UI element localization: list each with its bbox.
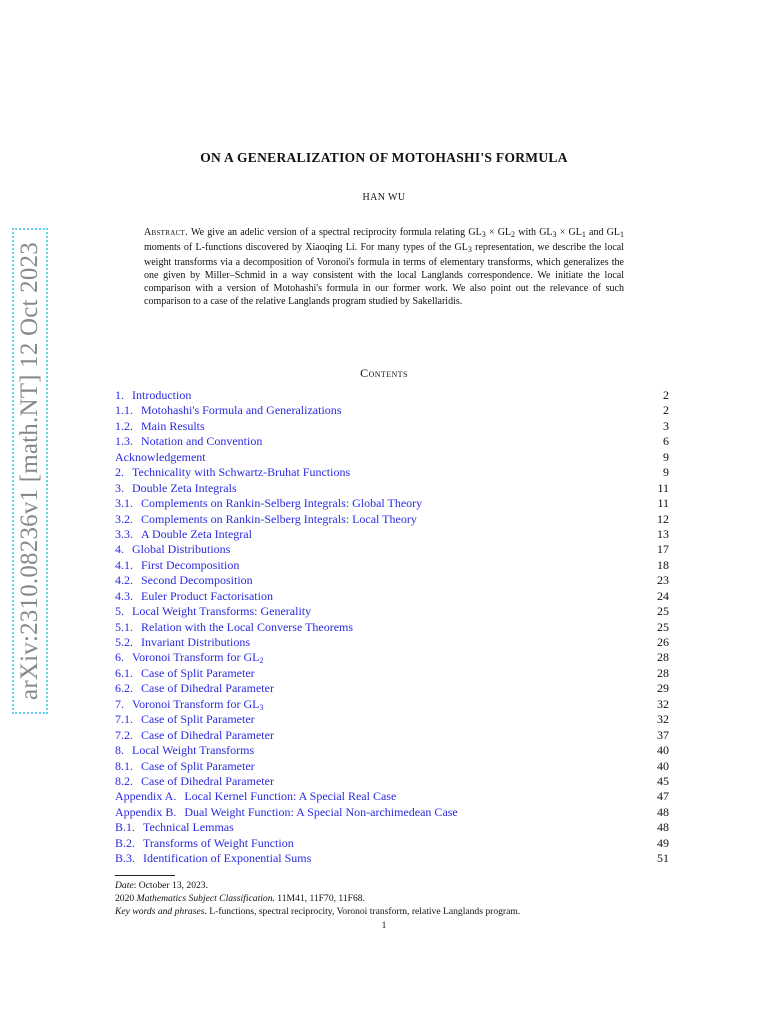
toc-link[interactable] [115, 743, 254, 758]
toc-entry[interactable] [115, 774, 669, 789]
toc-link[interactable] [115, 666, 255, 681]
toc-section-number: Appendix B. [115, 804, 177, 819]
toc-section-title: Transforms of Weight Function [143, 835, 294, 850]
toc-section-title: Introduction [132, 388, 192, 402]
footnote-rule [115, 875, 175, 876]
toc-link[interactable] [115, 388, 191, 403]
toc-section-number: Appendix A. [115, 789, 177, 804]
toc-page-number: 24 [657, 588, 669, 603]
toc-page-number: 28 [657, 665, 669, 680]
toc-link[interactable] [115, 450, 206, 465]
toc-link[interactable] [115, 434, 262, 449]
toc-section-number: 7.1. [115, 712, 133, 727]
toc-link[interactable] [115, 697, 263, 712]
toc-page-number: 11 [657, 496, 669, 511]
toc-link[interactable] [115, 496, 422, 511]
toc-entry[interactable] [115, 666, 669, 681]
toc-section-number: 5.2. [115, 635, 133, 649]
toc-section-number: 7.2. [115, 727, 133, 742]
toc-page-number: 25 [657, 619, 669, 634]
toc-link[interactable] [115, 836, 294, 851]
toc-entry[interactable] [115, 512, 669, 527]
toc-section-number: 4.3. [115, 588, 133, 603]
toc-link[interactable] [115, 681, 274, 696]
toc-section-number: 5.1. [115, 619, 133, 634]
toc-link[interactable] [115, 573, 253, 588]
toc-link[interactable] [115, 620, 353, 635]
toc-entry[interactable] [115, 712, 669, 727]
toc-section-number: B.2. [115, 835, 136, 850]
toc-section-title: Voronoi Transform for GL [132, 650, 260, 665]
toc-section-title: Main Results [141, 418, 205, 433]
toc-page-number: 25 [657, 604, 669, 619]
toc-page-number: 49 [657, 835, 669, 850]
toc-entry[interactable] [115, 851, 669, 866]
toc-link[interactable] [115, 805, 458, 820]
toc-entry[interactable] [115, 620, 669, 635]
toc-entry[interactable] [115, 743, 669, 758]
toc-link[interactable] [115, 774, 274, 789]
toc-link[interactable] [115, 635, 250, 650]
toc-link[interactable] [115, 789, 396, 804]
toc-section-number: 8.1. [115, 758, 133, 773]
toc-page-number: 28 [657, 650, 669, 665]
toc-entry[interactable] [115, 789, 669, 804]
toc-entry[interactable] [115, 558, 669, 573]
page-number: 1 [381, 921, 387, 931]
toc-section-number: 8. [115, 743, 124, 758]
toc-link[interactable] [115, 712, 255, 727]
toc-section-title: Case of Split Parameter [141, 712, 255, 727]
toc-section-number: 6.2. [115, 681, 133, 696]
toc-section-number: B.1. [115, 820, 136, 835]
toc-link[interactable] [115, 728, 274, 743]
toc-page-number: 29 [657, 681, 669, 696]
toc-link[interactable] [115, 481, 237, 496]
toc-section-title: Case of Dihedral Parameter [141, 773, 274, 788]
toc-section-title: Motohashi's Formula and Generalizations [141, 403, 342, 418]
toc-section-title: Dual Weight Function: A Special Non-archimedean Case [184, 804, 458, 819]
toc-page-number: 6 [663, 434, 669, 449]
toc-entry[interactable] [115, 635, 669, 650]
table-of-contents [115, 388, 669, 867]
toc-entry[interactable] [115, 481, 669, 496]
toc-link[interactable] [115, 759, 255, 774]
toc-link[interactable] [115, 820, 234, 835]
toc-section-number: 3.2. [115, 511, 133, 526]
toc-page-number: 13 [657, 526, 669, 541]
toc-section-number: 4.2. [115, 573, 133, 588]
toc-section-title: Invariant Distributions [141, 635, 250, 649]
toc-section-title: Complements on Rankin-Selberg Integrals: Local Theory [141, 511, 417, 526]
toc-section-number: B.3. [115, 851, 136, 866]
toc-section-title: Double Zeta Integrals [132, 480, 237, 495]
toc-page-number: 47 [657, 789, 669, 804]
arxiv-identifier-text: arXiv:2310.08236v1 [math.NT] 12 Oct 2023 [16, 242, 43, 700]
toc-section-title: Notation and Convention [141, 434, 263, 449]
toc-page-number: 9 [663, 449, 669, 464]
toc-entry[interactable] [115, 465, 669, 480]
toc-page-number: 18 [657, 557, 669, 572]
arxiv-identifier-stamp[interactable] [12, 228, 48, 714]
toc-page-number: 17 [657, 542, 669, 557]
toc-section-number: 6. [115, 650, 124, 665]
toc-entry[interactable] [115, 573, 669, 588]
paper-title: ON A GENERALIZATION OF MOTOHASHI'S FORMULA [200, 150, 568, 165]
toc-section-title: Local Kernel Function: A Special Real Case [184, 789, 397, 804]
toc-page-number: 51 [657, 851, 669, 866]
toc-section-title: Complements on Rankin-Selberg Integrals: Global Theory [141, 496, 423, 511]
toc-section-number: 1.2. [115, 418, 133, 433]
toc-link[interactable] [115, 465, 350, 480]
toc-section-title: Technicality with Schwartz-Bruhat Functions [132, 465, 351, 480]
toc-link[interactable] [115, 403, 341, 418]
toc-link[interactable] [115, 542, 230, 557]
abstract-text-2: with GL [515, 227, 553, 238]
toc-section-number: 1.3. [115, 434, 133, 449]
toc-page-number: 48 [657, 804, 669, 819]
toc-page-number: 2 [663, 403, 669, 418]
toc-entry[interactable] [115, 650, 669, 665]
toc-entry[interactable] [115, 419, 669, 434]
toc-section-title: Acknowledgement [115, 449, 206, 464]
toc-section-number: 2. [115, 465, 124, 480]
toc-section-title: Second Decomposition [141, 573, 253, 588]
toc-section-number: 4.1. [115, 557, 133, 572]
toc-link[interactable] [115, 527, 252, 542]
toc-section-title: Case of Dihedral Parameter [141, 681, 274, 696]
toc-section-title: First Decomposition [141, 557, 240, 572]
toc-section-number: 8.2. [115, 773, 133, 788]
toc-section-title: Case of Split Parameter [141, 665, 255, 680]
toc-page-number: 37 [657, 727, 669, 742]
toc-section-number: 1.1. [115, 403, 133, 418]
toc-entry[interactable] [115, 604, 669, 619]
toc-section-number: 7. [115, 696, 124, 711]
footnotes [115, 880, 675, 918]
toc-entry[interactable] [115, 759, 669, 774]
toc-page-number: 48 [657, 820, 669, 835]
toc-page-number: 32 [657, 712, 669, 727]
toc-section-title: Case of Dihedral Parameter [141, 727, 274, 742]
toc-entry[interactable] [115, 820, 669, 835]
contents-heading: Contents [360, 366, 408, 380]
toc-page-number: 23 [657, 573, 669, 588]
footnote-keywords: Key words and phrases. L-functions, spectral reciprocity, Voronoi transform, relative Langlands program. [115, 905, 521, 917]
toc-entry[interactable] [115, 527, 669, 542]
toc-page-number: 40 [657, 743, 669, 758]
toc-section-number: 3. [115, 480, 124, 495]
toc-section-number: 5. [115, 604, 124, 619]
toc-entry[interactable] [115, 836, 669, 851]
toc-page-number: 9 [663, 465, 669, 480]
toc-entry[interactable] [115, 805, 669, 820]
toc-entry[interactable] [115, 728, 669, 743]
abstract-text-5: representation, we describe the local weight transforms via a decomposition of Voronoi's formula in terms of elementary transforms, which generalizes the one given by Miller–Schmid in a way consistent with the local Langlands correspondence. We initiate the local comparison with a version of Motohashi's formula in our former work. We also point out the relevance of such comparison to a case of the relative Langlands program studied by Sakellaridis. [144, 242, 624, 308]
paper-author: HAN WU [362, 192, 406, 203]
footnote-date: Date: October 13, 2023. [115, 880, 208, 891]
toc-page-number: 11 [657, 480, 669, 495]
toc-subscript: 2 [259, 656, 264, 666]
footnote-msc: 2020 Mathematics Subject Classification. 11M41, 11F70, 11F68. [115, 892, 365, 904]
toc-entry[interactable] [115, 434, 669, 449]
abstract-text-1: We give an adelic version of a spectral reciprocity formula relating GL [190, 227, 482, 238]
toc-entry[interactable] [115, 450, 669, 465]
toc-entry[interactable] [115, 388, 669, 403]
toc-page-number: 32 [657, 696, 669, 711]
toc-subscript: 3 [259, 702, 264, 712]
toc-section-title: Euler Product Factorisation [141, 588, 273, 603]
toc-section-title: Identification of Exponential Sums [143, 851, 312, 866]
toc-section-title: Voronoi Transform for GL [132, 696, 260, 711]
abstract: Abstract. We give an adelic version of a spectral reciprocity formula relating $GL_3 \times GL_2$ with $GL_3 \times GL_1$ and $GL_1$ moments of L-functions discovered by Xiaoqing Li. For many types of the $GL_3$ representation, we describe the local weight transforms via a decomposition of Voronoi's formula in terms of elementary transforms, which generalizes the one given by Miller–Schmid in a way consistent with the local Langlands correspondence. We initiate the local comparison with a version of Motohashi's formula in our former work. We also point out the relevance of such comparison to a case of the relative Langlands program studied by Sakellaridis. [144, 227, 625, 308]
toc-section-title: Local Weight Transforms: Generality [132, 604, 312, 619]
toc-page-number: 45 [657, 773, 669, 788]
toc-page-number: 2 [663, 388, 669, 402]
toc-section-title: Local Weight Transforms [132, 743, 255, 758]
toc-section-number: 3.1. [115, 496, 133, 511]
toc-section-title: Technical Lemmas [143, 820, 234, 835]
toc-entry[interactable] [115, 542, 669, 557]
toc-entry[interactable] [115, 589, 669, 604]
toc-section-title: A Double Zeta Integral [141, 526, 252, 541]
toc-page-number: 40 [657, 758, 669, 773]
toc-entry[interactable] [115, 697, 669, 712]
toc-link[interactable] [115, 851, 311, 866]
toc-section-title: Global Distributions [132, 542, 231, 557]
toc-entry[interactable] [115, 496, 669, 511]
toc-section-title: Case of Split Parameter [141, 758, 255, 773]
toc-section-number: 4. [115, 542, 124, 557]
toc-page-number: 12 [657, 511, 669, 526]
toc-page-number: 3 [663, 418, 669, 433]
toc-link[interactable] [115, 419, 205, 434]
toc-section-number: 1. [115, 388, 124, 402]
toc-link[interactable] [115, 589, 273, 604]
toc-link[interactable] [115, 650, 263, 665]
abstract-text-3: and GL [585, 227, 621, 238]
toc-entry[interactable] [115, 681, 669, 696]
toc-section-title: Relation with the Local Converse Theorems [141, 619, 354, 634]
toc-link[interactable] [115, 604, 311, 619]
toc-entry[interactable] [115, 403, 669, 418]
toc-link[interactable] [115, 558, 239, 573]
abstract-label: Abstract. [144, 227, 188, 238]
toc-section-number: 3.3. [115, 526, 133, 541]
toc-section-number: 6.1. [115, 665, 133, 680]
toc-link[interactable] [115, 512, 417, 527]
toc-page-number: 26 [657, 635, 669, 649]
abstract-text-4: moments of L-functions discovered by Xiaoqing Li. For many types of the GL [144, 242, 468, 254]
